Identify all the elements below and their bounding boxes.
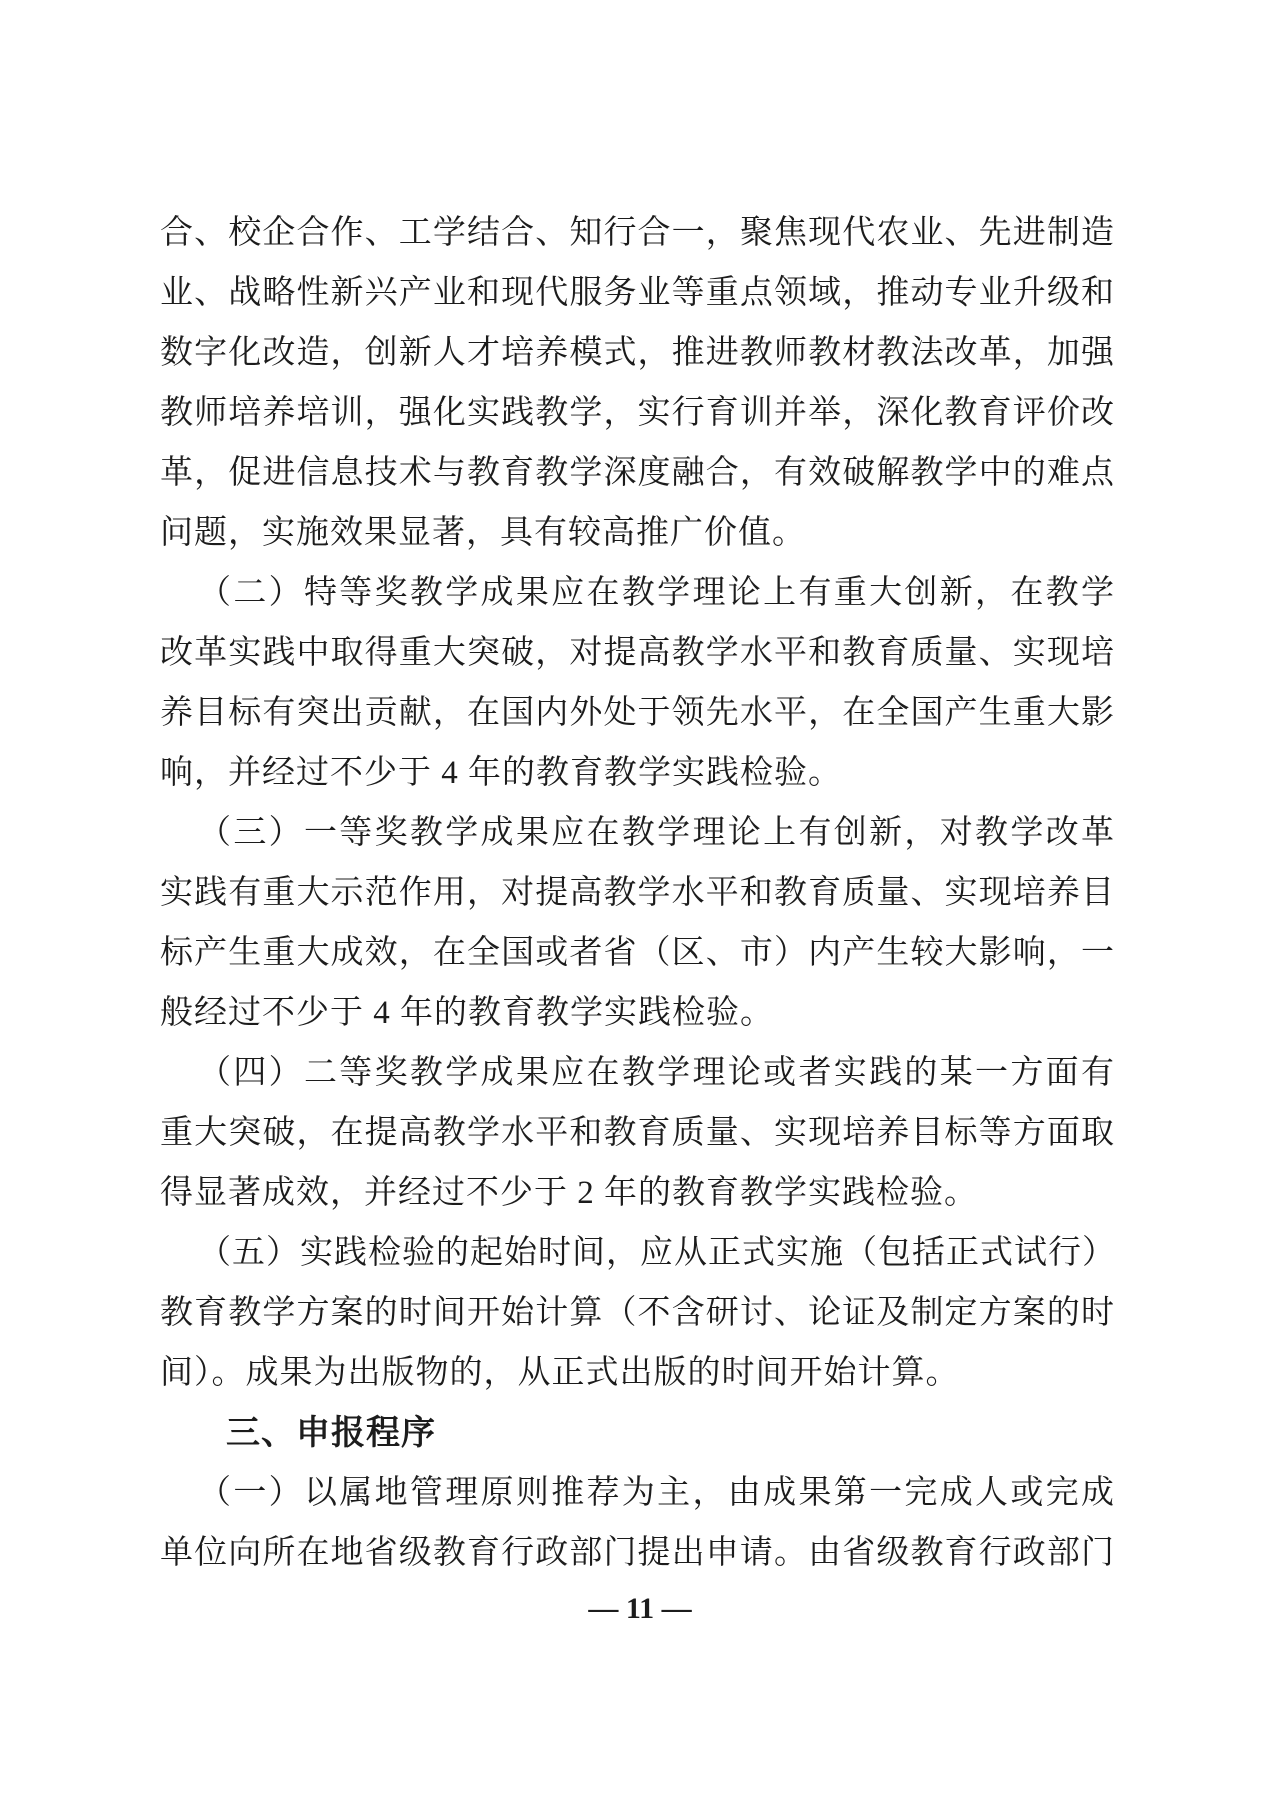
text-line: 间）。成果为出版物的，从正式出版的时间开始计算。: [160, 1355, 960, 1391]
text-line: 标产生重大成效，在全国或者省（区、市）内产生较大影响，一: [160, 935, 1115, 971]
text-column: [160, 203, 1115, 1583]
text-line: 养目标有突出贡献，在国内外处于领先水平，在全国产生重大影: [160, 695, 1115, 731]
text-line: 教师培养培训，强化实践教学，实行育训并举，深化教育评价改: [160, 395, 1115, 431]
text-line: 重大突破，在提高教学水平和教育质量、实现培养目标等方面取: [160, 1115, 1115, 1151]
text-line: （三）一等奖教学成果应在教学理论上有创新，对教学改革: [198, 815, 1115, 851]
text-line: 业、战略性新兴产业和现代服务业等重点领域，推动专业升级和: [160, 275, 1115, 311]
section-heading: 三、申报程序: [226, 1414, 436, 1452]
text-line: （一）以属地管理原则推荐为主，由成果第一完成人或完成: [198, 1475, 1115, 1511]
text-line: 合、校企合作、工学结合、知行合一，聚焦现代农业、先进制造: [160, 215, 1115, 251]
text-line: 问题，实施效果显著，具有较高推广价值。: [160, 515, 806, 551]
text-line: （四）二等奖教学成果应在教学理论或者实践的某一方面有: [198, 1055, 1115, 1091]
text-line: 得显著成效，并经过不少于 2 年的教育教学实践检验。: [160, 1175, 978, 1211]
text-line: 单位向所在地省级教育行政部门提出申请。由省级教育行政部门: [160, 1535, 1115, 1571]
text-line: 般经过不少于 4 年的教育教学实践检验。: [160, 995, 774, 1031]
text-line: （二）特等奖教学成果应在教学理论上有重大创新，在教学: [198, 575, 1115, 611]
text-line: 革，促进信息技术与教育教学深度融合，有效破解教学中的难点: [160, 455, 1115, 491]
text-line: 教育教学方案的时间开始计算（不含研讨、论证及制定方案的时: [160, 1295, 1115, 1331]
page-number: — 11 —: [588, 1592, 692, 1625]
text-line: 改革实践中取得重大突破，对提高教学水平和教育质量、实现培: [160, 635, 1115, 671]
text-line: 实践有重大示范作用，对提高教学水平和教育质量、实现培养目: [160, 875, 1115, 911]
text-line: 数字化改造，创新人才培养模式，推进教师教材教法改革，加强: [160, 335, 1115, 371]
text-line: （五）实践检验的起始时间，应从正式实施（包括正式试行）: [198, 1235, 1116, 1271]
text-line: 响，并经过不少于 4 年的教育教学实践检验。: [160, 755, 842, 791]
